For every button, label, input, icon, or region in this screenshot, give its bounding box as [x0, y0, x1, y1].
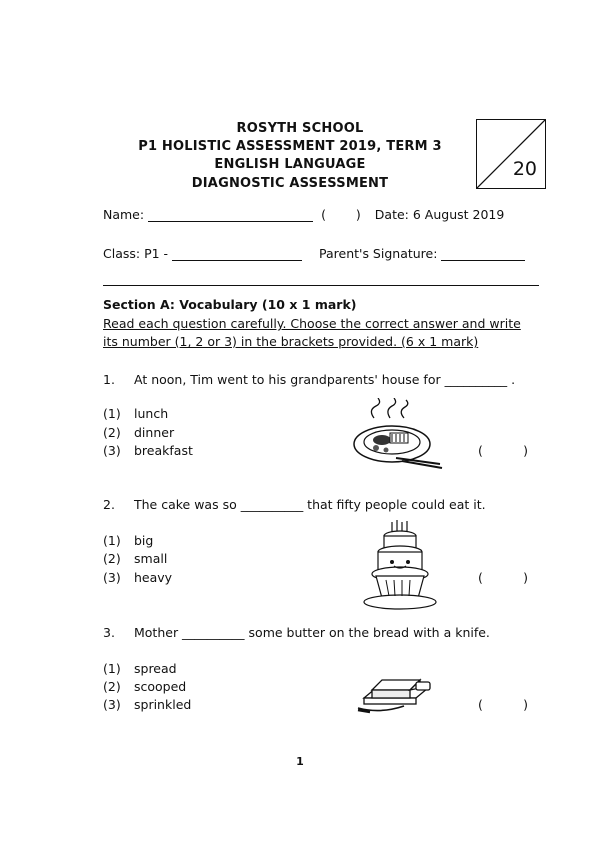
question-2-text: The cake was so __________ that fifty people could eat it.: [134, 497, 486, 512]
question-3-option-3: sprinkled: [134, 697, 192, 712]
question-2-option-1-number: (1): [103, 533, 121, 548]
name-blank[interactable]: [148, 209, 313, 222]
question-3-option-1-number: (1): [103, 661, 121, 676]
page-number: 1: [296, 755, 304, 768]
question-2-option-2: small: [134, 551, 168, 566]
score-box: [476, 119, 546, 189]
instruction-line-2: its number (1, 2 or 3) in the brackets provided. (6 x 1 mark): [103, 334, 479, 349]
question-1-option-3: breakfast: [134, 443, 193, 458]
question-2-number: 2.: [103, 497, 115, 512]
class-blank[interactable]: [172, 248, 302, 261]
assessment-type: DIAGNOSTIC ASSESSMENT: [191, 176, 389, 191]
question-1-option-1: lunch: [134, 406, 169, 421]
question-1-option-2: dinner: [134, 425, 175, 440]
question-1-option-2-number: (2): [103, 425, 121, 440]
plate-of-food-icon: [352, 398, 444, 470]
butter-and-knife-icon: [356, 664, 438, 716]
question-3-option-2-number: (2): [103, 679, 121, 694]
question-2-option-3: heavy: [134, 570, 173, 585]
question-2-option-1: big: [134, 533, 154, 548]
question-1-text: At noon, Tim went to his grandparents' house for __________ .: [134, 372, 516, 387]
instruction-line-1: Read each question carefully. Choose the correct answer and write: [103, 316, 521, 331]
school-name: ROSYTH SCHOOL: [236, 121, 364, 136]
question-2-bracket-close: ): [523, 570, 528, 585]
assessment-title: P1 HOLISTIC ASSESSMENT 2019, TERM 3: [138, 139, 442, 154]
name-label: Name:: [103, 207, 145, 222]
subject-title: ENGLISH LANGUAGE: [214, 157, 366, 172]
class-label: Class: P1 -: [103, 246, 169, 261]
index-bracket-close: ): [355, 207, 361, 222]
index-bracket-open: (: [321, 207, 326, 222]
question-3-option-3-number: (3): [103, 697, 121, 712]
question-1-bracket-close: ): [523, 443, 528, 458]
question-1-option-3-number: (3): [103, 443, 121, 458]
question-1-bracket-open: (: [478, 443, 483, 458]
section-title: Section A: Vocabulary (10 x 1 mark): [103, 297, 357, 312]
birthday-cake-icon: [362, 518, 438, 610]
name-field: [103, 207, 504, 222]
question-2-answer-bracket[interactable]: [478, 570, 528, 585]
date-text: Date: 6 August 2019: [374, 207, 505, 222]
question-1-number: 1.: [103, 372, 115, 387]
question-3-number: 3.: [103, 625, 115, 640]
total-marks: 20: [512, 158, 537, 180]
question-1-answer-bracket[interactable]: [478, 443, 528, 458]
signature-label: Parent's Signature:: [319, 246, 438, 261]
question-3-bracket-open: (: [478, 697, 483, 712]
question-3-option-1: spread: [134, 661, 177, 676]
question-2-bracket-open: (: [478, 570, 483, 585]
question-3-bracket-close: ): [523, 697, 528, 712]
question-3-option-2: scooped: [134, 679, 187, 694]
question-3-text: Mother __________ some butter on the bread with a knife.: [134, 625, 490, 640]
signature-field: [319, 246, 525, 261]
question-2-option-3-number: (3): [103, 570, 121, 585]
question-1-option-1-number: (1): [103, 406, 121, 421]
question-3-answer-bracket[interactable]: [478, 697, 528, 712]
class-field: [103, 246, 302, 261]
signature-blank[interactable]: [441, 248, 525, 261]
header-divider: [103, 285, 539, 286]
question-2-option-2-number: (2): [103, 551, 121, 566]
